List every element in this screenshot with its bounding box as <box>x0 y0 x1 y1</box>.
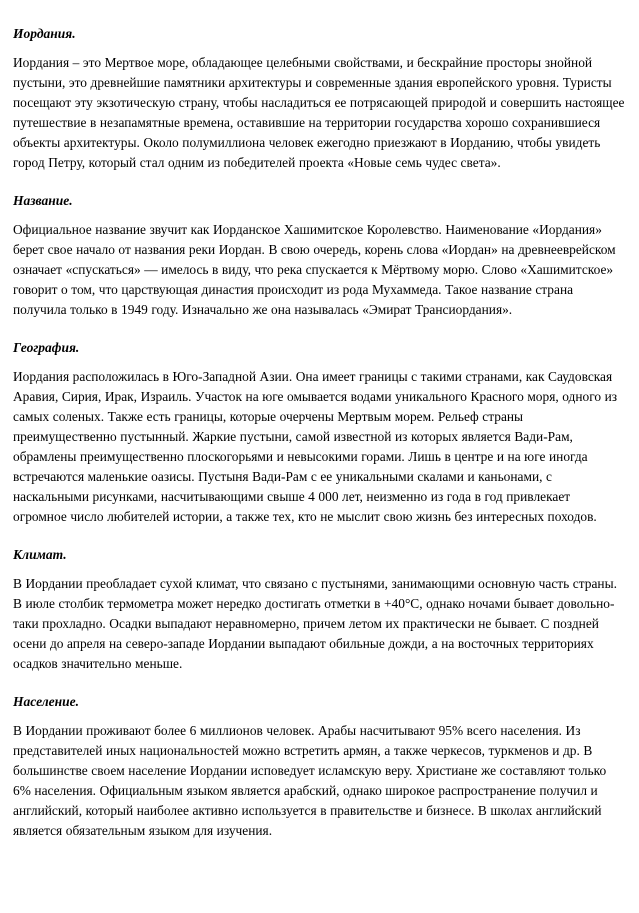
section-name <box>13 191 627 320</box>
section-heading: География. <box>13 340 80 355</box>
section-paragraph: В Иордании проживают более 6 миллионов человек. Арабы насчитывают 95% всего населения. Из представителей иных национальностей можно встретить армян, а также черкесов, туркменов и др. В большинстве своем население Иордании исповедует исламскую веру. Христиане же составляют только 6% населения. Официальным языком является арабский, однако широкое распространение получил и английский, который наиболее активно используется в правительстве и бизнесе. В школах английский является обязательным языком для изучения. <box>13 723 607 838</box>
section-population <box>13 692 627 841</box>
section-climate <box>13 545 627 674</box>
section-paragraph: Официальное название звучит как Иорданское Хашимитское Королевство. Наименование «Иордания» берет свое начало от названия реки Иордан. В свою очередь, корень слова «Иордан» на древнееврейском означает «спускаться» — имелось в виду, что река спускается к Мёртвому морю. Слово «Хашимитское» говорит о том, что царствующая династия происходит из рода Мухаммеда. Такое название страна получила только в 1949 году. Изначально же она называлась «Эмират Трансиордания». <box>13 222 616 317</box>
section-paragraph: В Иордании преобладает сухой климат, что связано с пустынями, занимающими основную часть страны. В июле столбик термометра может нередко достигать отметки в +40°C, однако ночами бывает довольно-таки прохладно. Осадки выпадают неравномерно, причем летом их практически не бывает. С поздней осени до апреля на северо-западе Иордании выпадают обильные дожди, а на восточных территориях осадков значительно меньше. <box>13 576 617 671</box>
section-geography <box>13 338 627 527</box>
section-heading: Население. <box>13 694 80 709</box>
section-heading: Климат. <box>13 547 67 562</box>
section-heading: Название. <box>13 193 73 208</box>
section-heading: Иордания. <box>13 26 76 41</box>
section-jordan <box>13 24 627 173</box>
section-paragraph: Иордания – это Мертвое море, обладающее целебными свойствами, и бескрайние просторы знойной пустыни, это древнейшие памятники архитектуры и современные здания европейского уровня. Туристы посещают эту экзотическую страну, чтобы насладиться ее потрясающей природой и совершить настоящее путешествие в незапамятные времена, оставившие на территории государства хорошо сохранившиеся объекты архитектуры. Около полумиллиона человек ежегодно приезжают в Иорданию, чтобы увидеть город Петру, который стал одним из победителей проекта «Новые семь чудес света». <box>13 55 625 170</box>
section-paragraph: Иордания расположилась в Юго-Западной Азии. Она имеет границы с такими странами, как Саудовская Аравия, Сирия, Ирак, Израиль. Участок на юге омывается водами уникального Красного моря, одного из самых соленых. Также есть границы, которые очерчены Мертвым морем. Рельеф страны преимущественно пустынный. Жаркие пустыни, самой известной из которых является Вади-Рам, обрамлены преимущественно плоскогорьями и невысокими горами. Лишь в центре и на юге иногда встречаются маленькие оазисы. Пустыня Вади-Рам с ее уникальными скалами и каньонами, с наскальными рисунками, насчитывающими свыше 4 000 лет, неизменно из года в год привлекает огромное число любителей истории, а также тех, кто не мыслит свою жизнь без интересных походов. <box>13 369 618 524</box>
